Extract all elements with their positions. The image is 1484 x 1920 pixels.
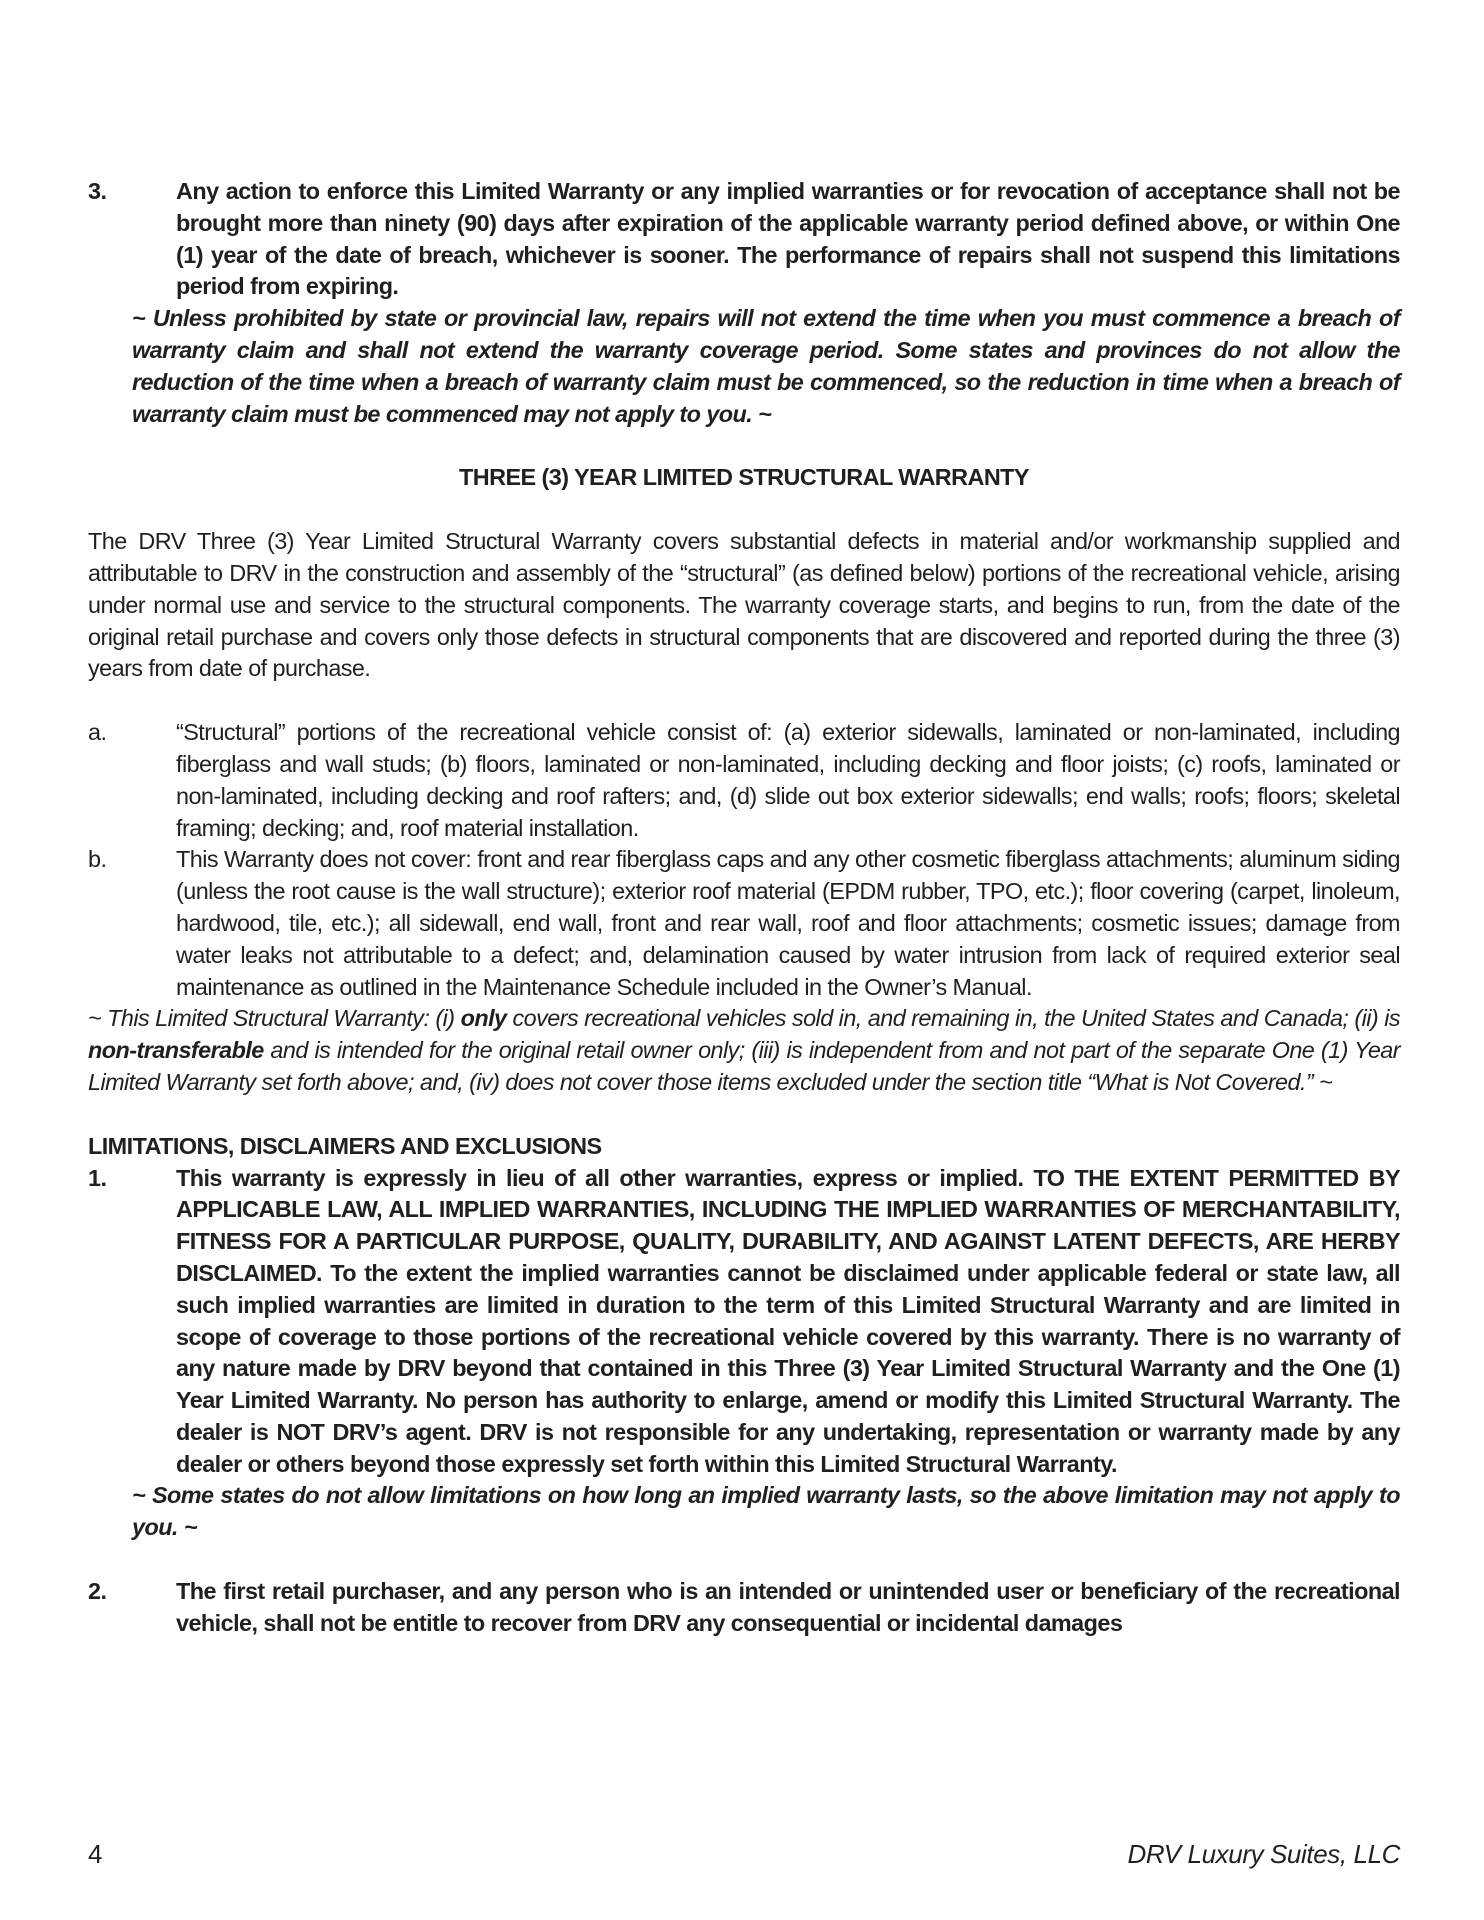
- company-name: DRV Luxury Suites, LLC: [1127, 1839, 1400, 1869]
- structural-warranty-note: [88, 1003, 1400, 1098]
- item-letter: a.: [88, 719, 107, 746]
- note-part-3: and is intended for the original retail owner only; (iii) is independent from and not part of the separate One (1) Year Limited Warranty set forth above; and, (iv) does not cover those items excluded under the section title “What is Not Covered.” ~: [88, 1037, 1400, 1095]
- note-part-1: ~ This Limited Structural Warranty: (i): [88, 1005, 461, 1032]
- item-number: 3.: [88, 178, 107, 204]
- item-text: “Structural” portions of the recreational vehicle consist of: (a) exterior sidewalls, laminated or non-laminated, including fiberglass and wall studs; (b) floors, laminated or non-laminated, including decking and floor joists; (c) roofs, laminated or non-laminated, including decking and roof rafters; and, (d) slide out box exterior sidewalls; end walls; roofs; floors; skeletal framing; decking; and, roof material installation.: [176, 719, 1400, 841]
- item-number: 1.: [88, 1164, 107, 1191]
- structural-item-a: [88, 717, 1400, 844]
- structural-item-b: [88, 844, 1400, 1003]
- note-emphasis-only: only: [460, 1005, 507, 1032]
- item-text: This warranty is expressly in lieu of all other warranties, express or implied. TO THE EXTENT PERMITTED BY APPLICABLE LAW, ALL IMPLIED WARRANTIES, INCLUDING THE IMPLIED WARRANTIES OF MERCHANTABILITY, FITNESS FOR A PARTICULAR PURPOSE, QUALITY, DURABILITY, AND AGAINST LATENT DEFECTS, ARE HERBY DISCLAIMED. To the extent the implied warranties cannot be disclaimed under applicable federal or state law, all such implied warranties are limited in duration to the term of this Limited Structural Warranty and are limited in scope of coverage to those portions of the recreational vehicle covered by this warranty. There is no warranty of any nature made by DRV beyond that contained in this Three (3) Year Limited Structural Warranty and the One (1) Year Limited Warranty. No person has authority to enlarge, amend or modify this Limited Structural Warranty. The dealer is NOT DRV’s agent. DRV is not responsible for any undertaking, representation or warranty made by any dealer or others beyond those expressly set forth within this Limited Structural Warranty.: [176, 1164, 1400, 1477]
- document-page: [88, 176, 1400, 1640]
- note-emphasis-non-transferable: non-transferable: [88, 1037, 264, 1064]
- item-letter: b.: [88, 846, 107, 873]
- item-text: This Warranty does not cover: front and rear fiberglass caps and any other cosmetic fiberglass attachments; aluminum siding (unless the root cause is the wall structure); exterior roof material (EPDM rubber, TPO, etc.); floor covering (carpet, linoleum, hardwood, tile, etc.); all sidewall, end wall, front and rear wall, roof and floor attachments; cosmetic issues; damage from water leaks not attributable to a defect; and, delamination caused by water intrusion from lack of required exterior seal maintenance as outlined in the Maintenance Schedule included in the Owner’s Manual.: [176, 846, 1400, 1000]
- implied-warranty-note: ~ Some states do not allow limitations on how long an implied warranty lasts, so the above limitation may not apply to you. ~: [132, 1482, 1400, 1541]
- note-part-2: covers recreational vehicles sold in, and remaining in, the United States and Canada; (ii) is: [506, 1005, 1400, 1032]
- structural-warranty-intro: The DRV Three (3) Year Limited Structural Warranty covers substantial defects in material and/or workmanship supplied and attributable to DRV in the construction and assembly of the “structural” (as defined below) portions of the recreational vehicle, arising under normal use and service to the structural components. The warranty coverage starts, and begins to run, from the date of the original retail purchase and covers only those defects in structural components that are discovered and reported during the three (3) years from date of purchase.: [88, 528, 1400, 682]
- limitation-item-3: [88, 176, 1400, 303]
- state-law-note: ~ Unless prohibited by state or provincial law, repairs will not extend the time when you must commence a breach of warranty claim and shall not extend the warranty coverage period. Some states and provinces do not allow the reduction of the time when a breach of warranty claim must be commenced, so the reduction in time when a breach of warranty claim must be commenced may not apply to you. ~: [132, 305, 1400, 427]
- limitations-item-1: [88, 1163, 1400, 1481]
- structural-warranty-heading: THREE (3) YEAR LIMITED STRUCTURAL WARRANTY: [459, 464, 1029, 491]
- item-number: 2.: [88, 1578, 107, 1605]
- limitations-item-2: [88, 1576, 1400, 1640]
- item-text: The first retail purchaser, and any person who is an intended or unintended user or beneficiary of the recreational vehicle, shall not be entitle to recover from DRV any consequential or incidental damages: [176, 1578, 1400, 1636]
- page-number: 4: [88, 1839, 103, 1869]
- item-text: Any action to enforce this Limited Warranty or any implied warranties or for revocation of acceptance shall not be brought more than ninety (90) days after expiration of the applicable warranty period defined above, or within One (1) year of the date of breach, whichever is sooner. The performance of repairs shall not suspend this limitations period from expiring.: [176, 178, 1400, 300]
- limitations-heading: LIMITATIONS, DISCLAIMERS AND EXCLUSIONS: [88, 1132, 602, 1159]
